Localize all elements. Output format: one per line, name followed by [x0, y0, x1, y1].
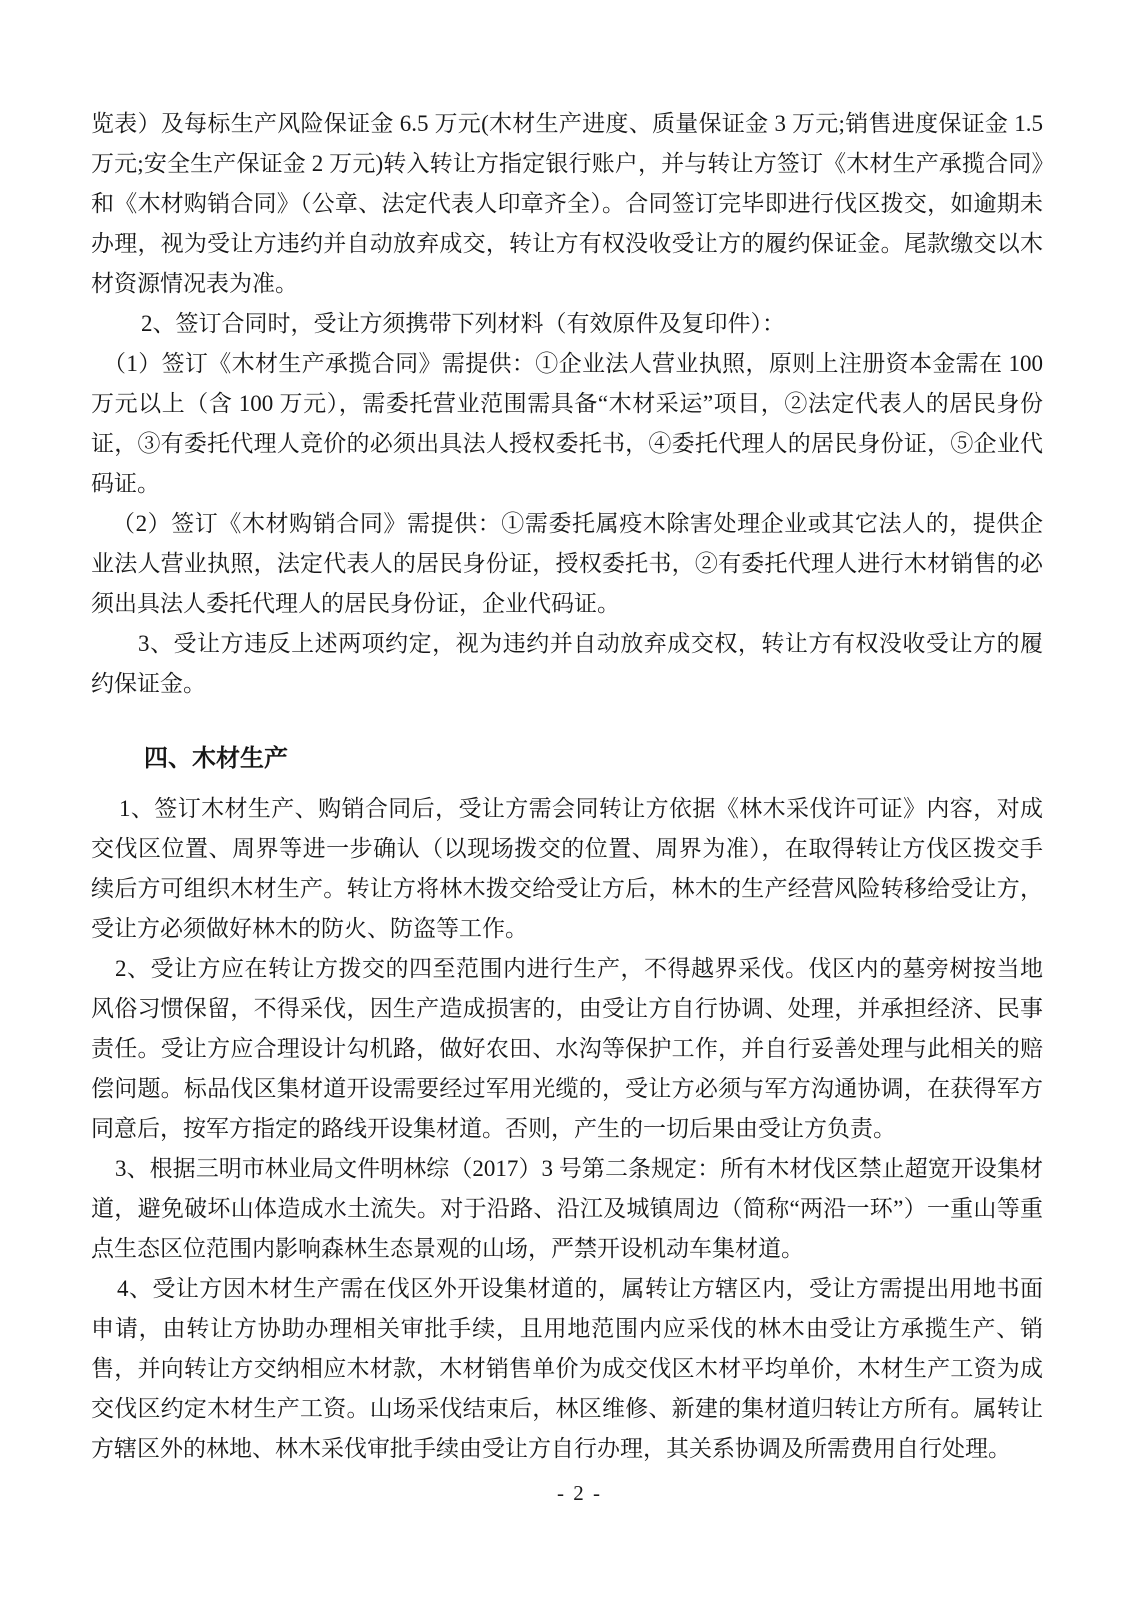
paragraph-timber-production-1: 1、签订木材生产、购销合同后，受让方需会同转让方依据《林木采伐许可证》内容，对成交伐区位置、周界等进一步确认（以现场拨交的位置、周界为准），在取得转让方伐区拨交手续后方可组织木材生产。转让方将林木拨交给受让方后，林木的生产经营风险转移给受让方，受让方必须做好林木的防火、防盗等工作。: [91, 796, 1043, 941]
paragraph-purchase-sale-contract-documents: （2）签订《木材购销合同》需提供：①需委托属疫木除害处理企业或其它法人的，提供企业法人营业执照，法定代表人的居民身份证，授权委托书，②有委托代理人进行木材销售的必须出具法人委托代理人的居民身份证，企业代码证。: [91, 511, 1043, 616]
section-heading-timber-production: 四、木材生产: [144, 746, 288, 772]
paragraph-timber-production-3: 3、根据三明市林业局文件明林综（2017）3 号第二条规定：所有木材伐区禁止超宽开设集材道，避免破坏山体造成水土流失。对于沿路、沿江及城镇周边（简称“两沿一环”）一重山等重点生态区位范围内影响森林生态景观的山场，严禁开设机动车集材道。: [91, 1156, 1043, 1261]
paragraph-timber-production-4: 4、受让方因木材生产需在伐区外开设集材道的，属转让方辖区内，受让方需提出用地书面申请，由转让方协助办理相关审批手续，且用地范围内应采伐的林木由受让方承揽生产、销售，并向转让方交纳相应木材款，木材销售单价为成交伐区木材平均单价，木材生产工资为成交伐区约定木材生产工资。山场采伐结束后，林区维修、新建的集材道归转让方所有。属转让方辖区外的林地、林木采伐审批手续由受让方自行办理，其关系协调及所需费用自行处理。: [91, 1276, 1043, 1461]
paragraph-timber-production-2: 2、受让方应在转让方拨交的四至范围内进行生产，不得越界采伐。伐区内的墓旁树按当地风俗习惯保留，不得采伐，因生产造成损害的，由受让方自行协调、处理，并承担经济、民事责任。受让方应合理设计勾机路，做好农田、水沟等保护工作，并自行妥善处理与此相关的赔偿问题。标品伐区集材道开设需要经过军用光缆的，受让方必须与军方沟通协调，在获得军方同意后，按军方指定的路线开设集材道。否则，产生的一切后果由受让方负责。: [91, 956, 1043, 1141]
document-body: [91, 104, 1043, 1469]
page-number: - 2 -: [557, 1481, 602, 1505]
paragraph-breach-of-terms: 3、受让方违反上述两项约定，视为违约并自动放弃成交权，转让方有权没收受让方的履约保证金。: [91, 631, 1043, 696]
paragraph-production-contract-documents: （1）签订《木材生产承揽合同》需提供：①企业法人营业执照，原则上注册资本金需在 100 万元以上（含 100 万元），需委托营业范围需具备“木材采运”项目，②法定代表人的居民身份证，③有委托代理人竞价的必须出具法人授权委托书，④委托代理人的居民身份证，⑤企业代码证。: [91, 351, 1043, 496]
paragraph-deposit-payment: 览表）及每标生产风险保证金 6.5 万元(木材生产进度、质量保证金 3 万元;销售进度保证金 1.5 万元;安全生产保证金 2 万元)转入转让方指定银行账户，并与转让方签订《木材生产承揽合同》和《木材购销合同》（公章、法定代表人印章齐全）。合同签订完毕即进行伐区拨交，如逾期未办理，视为受让方违约并自动放弃成交，转让方有权没收受让方的履约保证金。尾款缴交以木材资源情况表为准。: [91, 111, 1043, 296]
paragraph-contract-signing-materials: 2、签订合同时，受让方须携带下列材料（有效原件及复印件）：: [141, 311, 785, 336]
